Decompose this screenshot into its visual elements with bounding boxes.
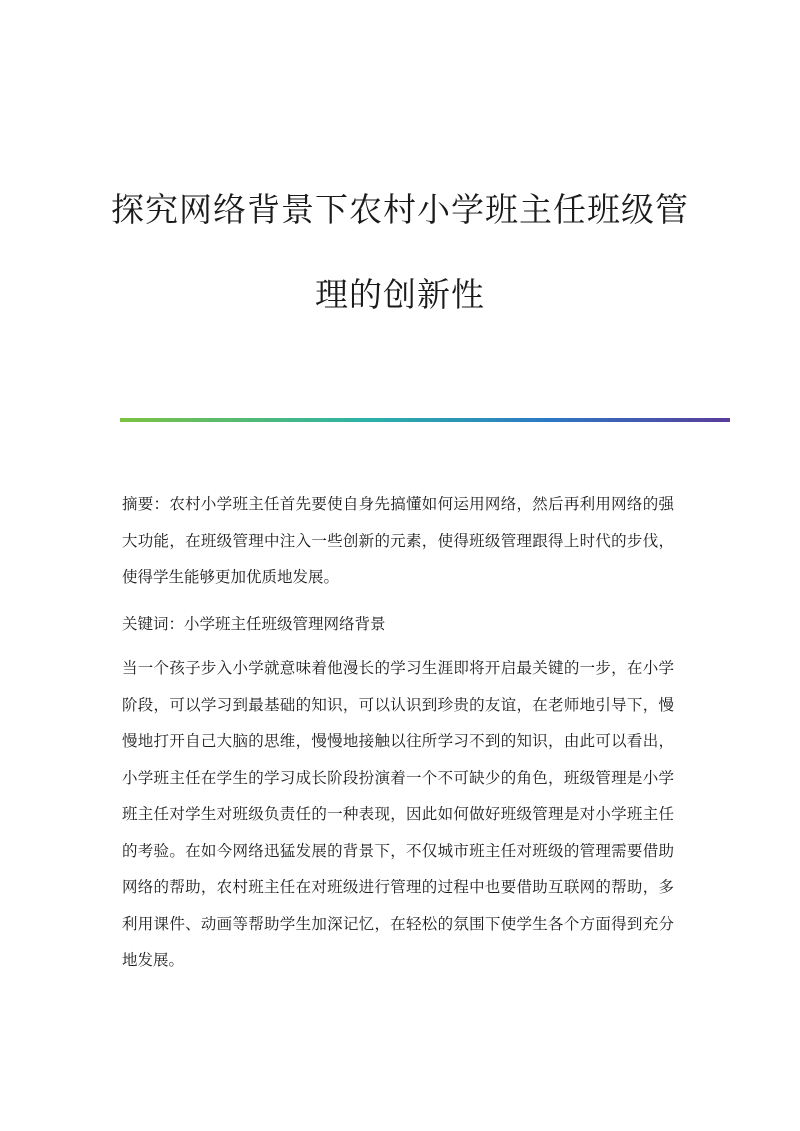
- document-title-line-2: 理的创新性: [315, 275, 485, 314]
- title-divider: [120, 418, 730, 422]
- body-paragraph: 当一个孩子步入小学就意味着他漫长的学习生涯即将开启最关键的一步，在小学阶段，可以学习到最基础的知识，可以认识到珍贵的友谊，在老师地引导下，慢慢地打开自己大脑的思维，慢慢地接触以往所学习不到的知识，由此可以看出，小学班主任在学生的学习成长阶段扮演着一个不可缺少的角色，班级管理是小学班主任对学生对班级负责任的一种表现，因此如何做好班级管理是对小学班主任的考验。在如今网络迅猛发展的背景下，不仅城市班主任对班级的管理需要借助网络的帮助，农村班主任在对班级进行管理的过程中也要借助互联网的帮助，多利用课件、动画等帮助学生加深记忆，在轻松的氛围下使学生各个方面得到充分地发展。: [122, 659, 674, 969]
- keywords-line: 关键词：小学班主任班级管理网络背景: [122, 614, 386, 633]
- document-body: [122, 486, 674, 989]
- document-title-line-1: 探究网络背景下农村小学班主任班级管: [111, 190, 689, 229]
- abstract-paragraph: 摘要：农村小学班主任首先要使自身先搞懂如何运用网络，然后再利用网络的强大功能，在班级管理中注入一些创新的元素，使得班级管理跟得上时代的步伐，使得学生能够更加优质地发展。: [122, 495, 674, 586]
